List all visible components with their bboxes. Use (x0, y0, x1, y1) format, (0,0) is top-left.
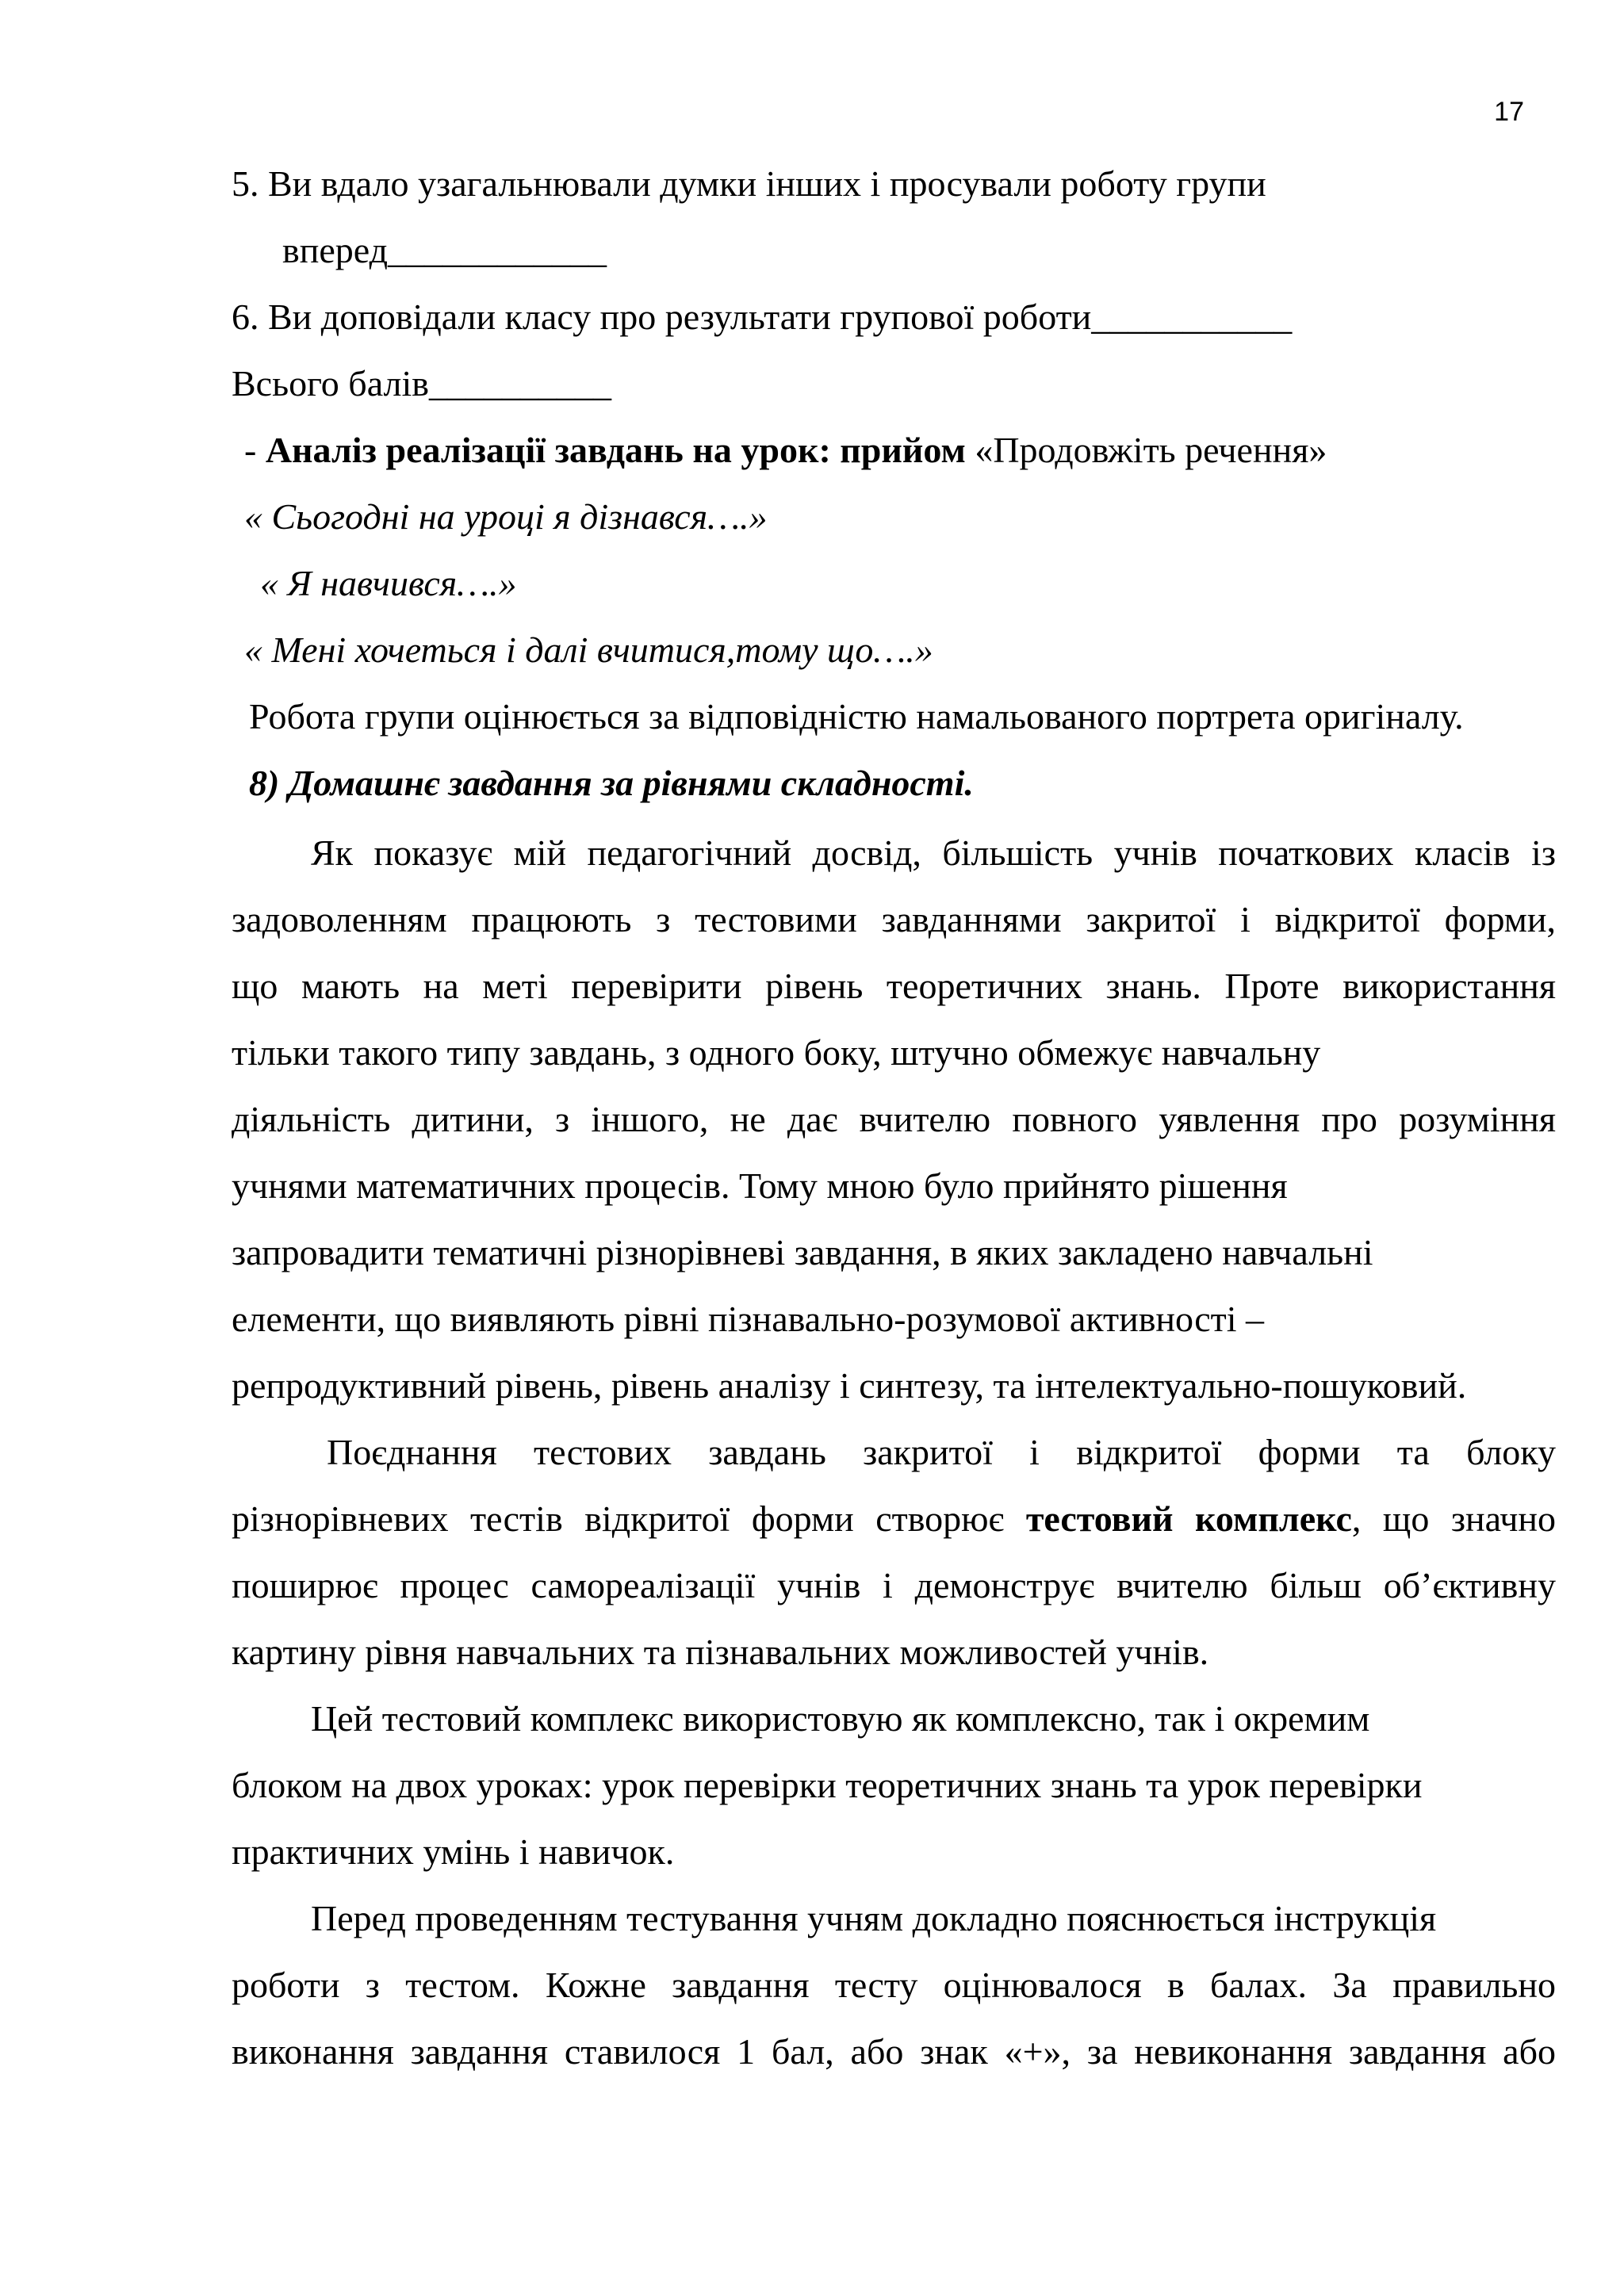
paragraph-line: блоком на двох уроках: урок перевірки теоретичних знань та урок перевірки (232, 1765, 1423, 1805)
paragraph-2 (232, 1419, 1556, 1686)
lesson-analysis-line (232, 417, 1556, 484)
paragraph-line: картину рівня навчальних та пізнавальних можливостей учнів. (232, 1632, 1209, 1672)
page-number: 17 (1494, 97, 1524, 127)
paragraph-line: учнями математичних процесів. Тому мною було прийнято рішення (232, 1165, 1288, 1206)
paragraph-line: елементи, що виявляють рівні пізнавально-розумової активності – (232, 1299, 1264, 1339)
paragraph-line (232, 1486, 1556, 1552)
text-run: різнорівневих тестів відкритої форми створює (232, 1498, 1026, 1539)
list-item-5-continuation: вперед____________ (282, 230, 607, 270)
lesson-analysis-technique: «Продовжіть речення» (965, 430, 1327, 470)
test-complex-term: тестовий комплекс (1025, 1498, 1352, 1539)
lesson-analysis-heading: Аналіз реалізації завдань на урок: прийом (265, 430, 966, 470)
paragraph-line: виконання завдання ставилося 1 бал, або знак «+», за невиконання завдання або (232, 2031, 1556, 2072)
text-run: , що значно (1351, 1498, 1556, 1539)
paragraph-line: Перед проведенням тестування учням докладно пояснюється інструкція (311, 1898, 1437, 1938)
document-body (232, 151, 1556, 2085)
paragraph-1 (232, 820, 1556, 1419)
sentence-prompt-1: « Сьогодні на уроці я дізнався….» (244, 496, 768, 537)
paragraph-line: запровадити тематичні різнорівневі завдання, в яких закладено навчальні (232, 1232, 1373, 1272)
paragraph-line: задоволенням працюють з тестовими завданнями закритої і відкритої форми, (232, 899, 1556, 939)
paragraph-3 (232, 1686, 1556, 1885)
paragraph-line: Як показує мій педагогічний досвід, більшість учнів початкових класів із (311, 832, 1556, 873)
paragraph-line: Поєднання тестових завдань закритої і відкритої форми та блоку (327, 1432, 1556, 1472)
paragraph-line: Цей тестовий комплекс використовую як комплексно, так і окремим (311, 1698, 1370, 1739)
paragraph-line: поширює процес самореалізації учнів і демонструє вчителю більш об’єктивну (232, 1565, 1556, 1605)
paragraph-line: роботи з тестом. Кожне завдання тесту оцінювалося в балах. За правильно (232, 1965, 1556, 2005)
paragraph-line: що мають на меті перевірити рівень теоретичних знань. Проте використання (232, 966, 1556, 1006)
homework-heading: 8) Домашнє завдання за рівнями складності. (249, 763, 974, 803)
list-item-6: 6. Ви доповідали класу про результати групової роботи___________ (232, 297, 1293, 337)
sentence-prompt-3: « Мені хочеться і далі вчитися,тому що….» (244, 629, 933, 670)
dash: - (244, 430, 266, 470)
paragraph-line: репродуктивний рівень, рівень аналізу і синтезу, та інтелектуально-пошуковий. (232, 1365, 1467, 1406)
total-score-line: Всього балів__________ (232, 363, 611, 404)
group-evaluation-line: Робота групи оцінюється за відповідністю намальованого портрета оригіналу. (249, 696, 1464, 737)
paragraph-line: діяльність дитини, з іншого, не дає вчителю повного уявлення про розуміння (232, 1099, 1556, 1139)
list-item-5: 5. Ви вдало узагальнювали думки інших і просували роботу групи (232, 163, 1266, 204)
paragraph-line: тільки такого типу завдань, з одного боку, штучно обмежує навчальну (232, 1032, 1321, 1073)
paragraph-line: практичних умінь і навичок. (232, 1831, 675, 1872)
sentence-prompt-2: « Я навчився….» (260, 563, 517, 603)
paragraph-4 (232, 1885, 1556, 2085)
